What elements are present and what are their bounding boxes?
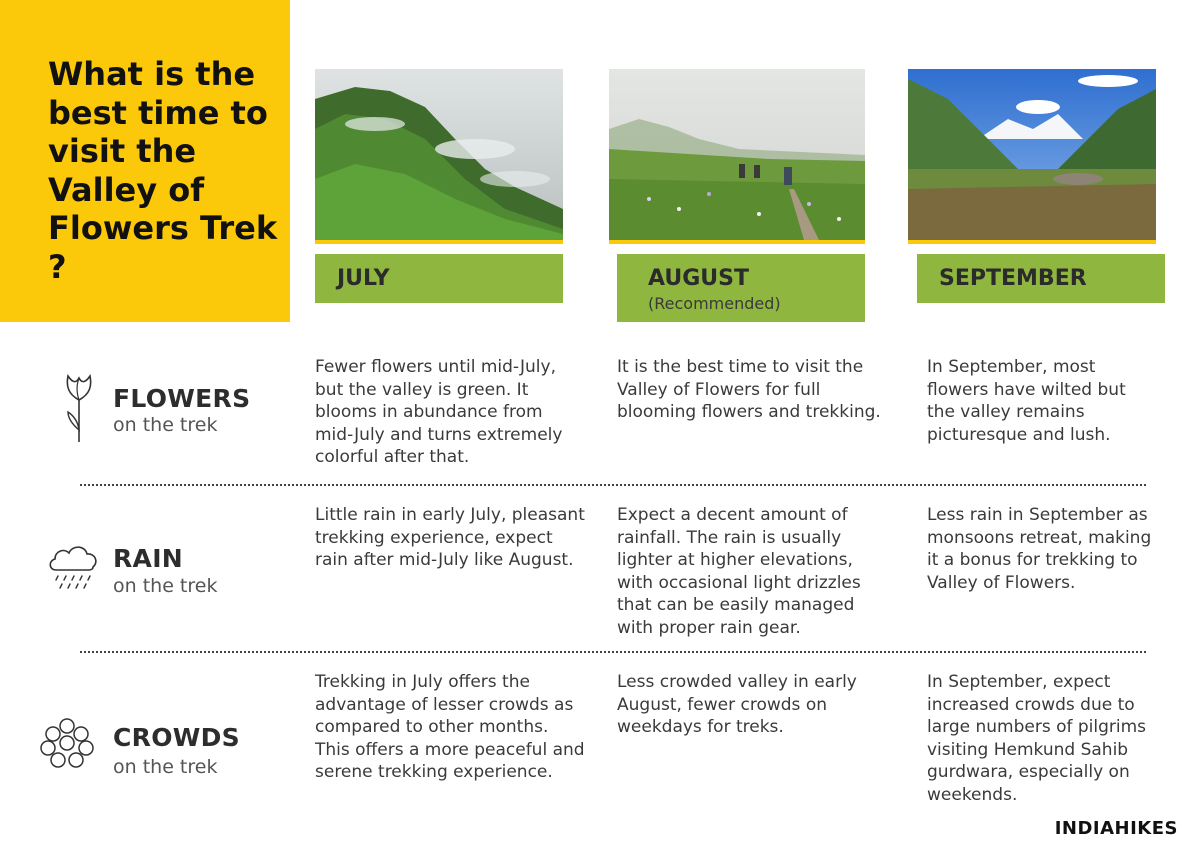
tulip-icon (62, 372, 96, 449)
recommended-note: (Recommended) (648, 294, 781, 313)
row-title-rain: RAIN (113, 544, 184, 573)
cell-flowers-september: In September, most flowers have wilted but the valley remains picturesque and lush. (927, 357, 1126, 445)
row-title-crowds: CROWDS (113, 723, 240, 752)
row-subtitle-crowds: on the trek (113, 756, 218, 778)
cell-rain-september: Less rain in September as monsoons retreat, making it a bonus for trekking to Valley of Flowers. (927, 505, 1152, 593)
month-header-august (617, 254, 865, 322)
page-title: What is the best time to visit the Valley of Flowers Trek ? (48, 55, 278, 286)
august-photo-bar (609, 240, 865, 244)
month-label: AUGUST (648, 266, 749, 291)
cell-rain-august: Expect a decent amount of rainfall. The rain is usually lighter at higher elevations, with occasional light drizzles that can be easily managed with proper rain gear. (617, 505, 861, 638)
indiahikes-logo: INDIAHIKES (1054, 818, 1178, 839)
crowd-icon (40, 716, 94, 777)
month-header-july (315, 254, 563, 303)
row-subtitle-flowers: on the trek (113, 414, 218, 436)
cell-rain-july: Little rain in early July, pleasant trekking experience, expect rain after mid-July like August. (315, 505, 585, 570)
row-divider (80, 651, 1146, 653)
rain-cloud-icon (46, 540, 102, 599)
cell-flowers-july: Fewer flowers until mid-July, but the valley is green. It blooms in abundance from mid-July and turns extremely colorful after that. (315, 357, 563, 467)
july-photo-bar (315, 240, 563, 244)
title-block (0, 0, 290, 322)
september-photo-bar (908, 240, 1156, 244)
cell-crowds-august: Less crowded valley in early August, fewer crowds on weekdays for treks. (617, 672, 857, 737)
month-label: JULY (337, 266, 390, 291)
row-divider (80, 484, 1146, 486)
cell-crowds-september: In September, expect increased crowds due to large numbers of pilgrims visiting Hemkund Sahib gurdwara, especially on weekends. (927, 672, 1147, 805)
month-label: SEPTEMBER (939, 266, 1087, 291)
row-title-flowers: FLOWERS (113, 384, 251, 413)
cell-crowds-july: Trekking in July offers the advantage of lesser crowds as compared to other months. This offers a more peaceful and serene trekking experience. (315, 672, 585, 782)
july-photo (315, 69, 563, 240)
cell-flowers-august: It is the best time to visit the Valley of Flowers for full blooming flowers and trekking. (617, 357, 881, 422)
row-subtitle-rain: on the trek (113, 575, 218, 597)
august-photo (609, 69, 865, 240)
month-header-september (917, 254, 1165, 303)
september-photo (908, 69, 1156, 240)
